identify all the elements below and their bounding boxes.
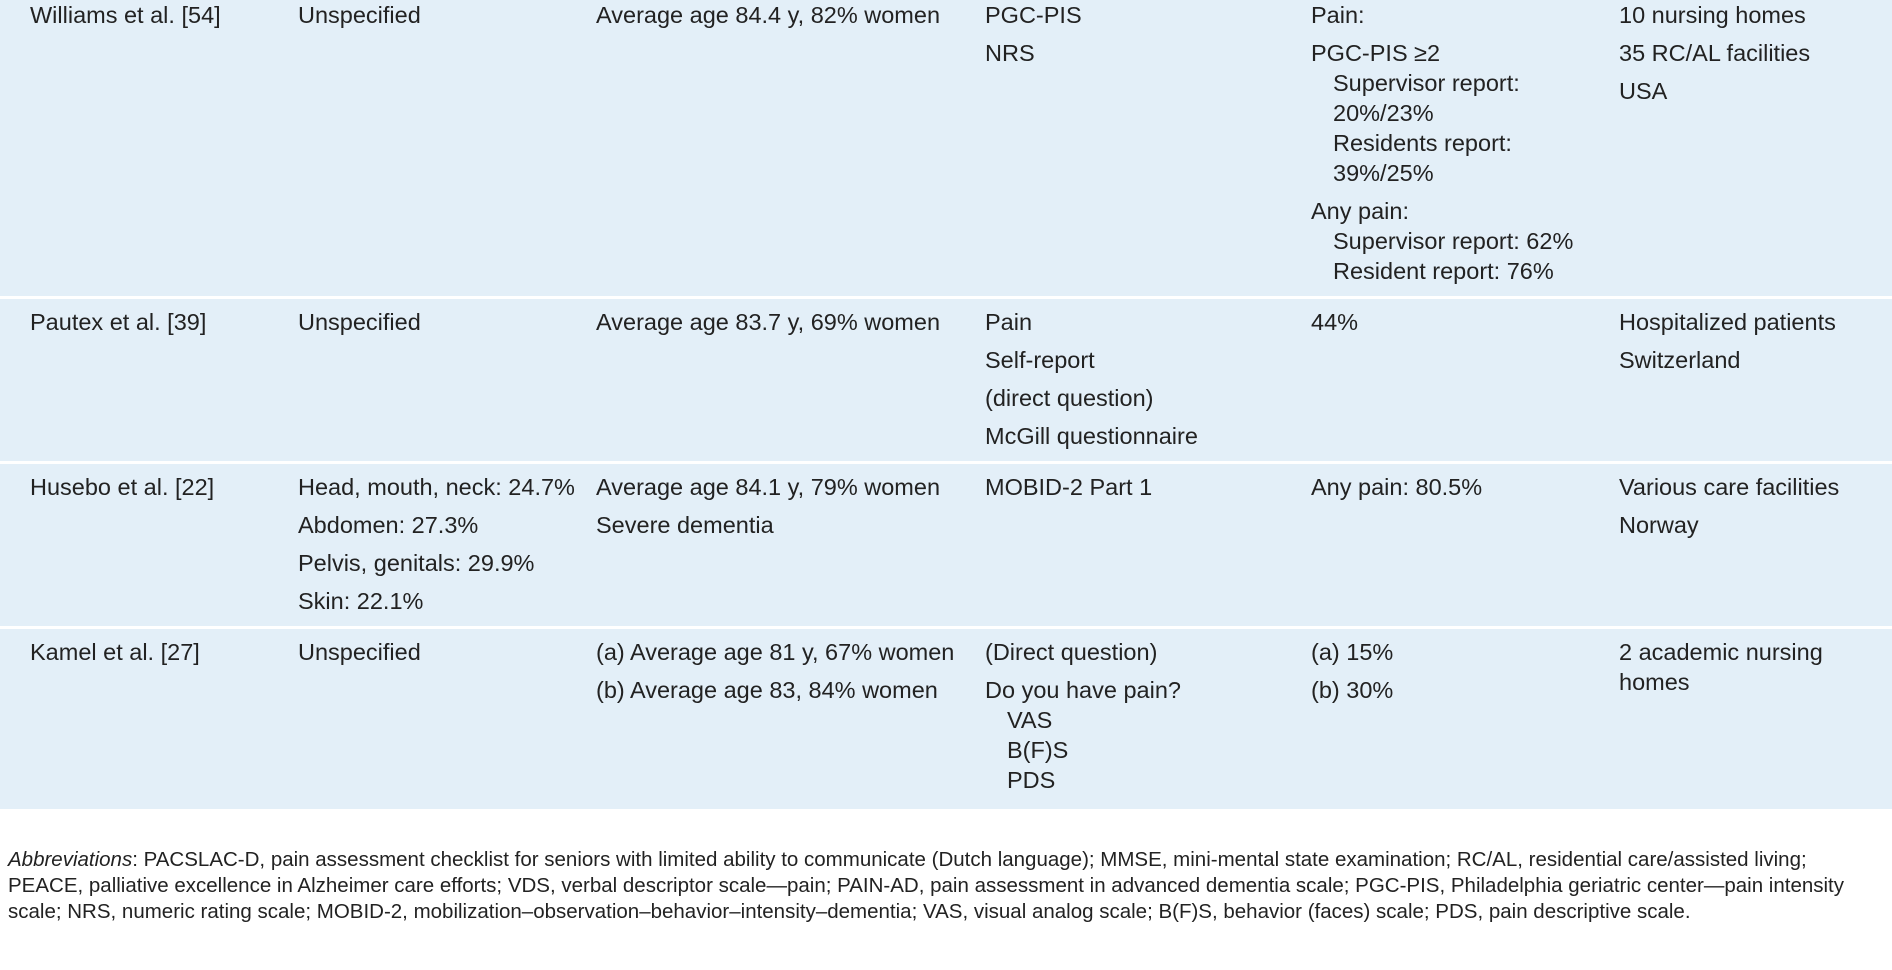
cell-assessment xyxy=(985,628,1311,810)
cell-population xyxy=(596,0,985,298)
table-row xyxy=(0,628,1892,810)
study-text: Pautex et al. [39] xyxy=(30,309,207,335)
assessment-line: Pain xyxy=(985,309,1033,335)
prevalence-line: 44% xyxy=(1311,309,1359,335)
cell-prevalence xyxy=(1311,463,1619,628)
prevalence-line: Any pain: 80.5% xyxy=(1311,474,1483,500)
table-row xyxy=(0,463,1892,628)
cell-population xyxy=(596,298,985,463)
cell-assessment xyxy=(985,463,1311,628)
assessment-line: VAS xyxy=(1007,707,1053,733)
population-line: Average age 84.4 y, 82% women xyxy=(596,2,941,28)
setting-line: Various care facilities xyxy=(1619,474,1840,500)
setting-line: 35 RC/AL facilities xyxy=(1619,40,1811,66)
cell-study xyxy=(0,298,298,463)
prevalence-line: (b) 30% xyxy=(1311,677,1394,703)
footnote-text: : PACSLAC-D, pain assessment checklist for seniors with limited ability to communicate (Dutch language); MMSE, mini-mental state examination; RC/AL, residential care/assisted living; PEACE, palliative excellence in Alzheimer care efforts; VDS, verbal descriptor scale—pain; PAIN-AD, pain assessment in advanced dementia scale; PGC-PIS, Philadelphia geriatric center—pain intensity scale; NRS, numeric rating scale; MOBID-2, mobilization–observation–behavior–intensity–dementia; VAS, visual analog scale; B(F)S, behavior (faces) scale; PDS, pain descriptive scale. xyxy=(8,848,1845,923)
cell-prevalence xyxy=(1311,0,1619,298)
cell-population xyxy=(596,628,985,810)
assessment-line: PGC-PIS xyxy=(985,2,1082,28)
cell-location xyxy=(298,628,596,810)
location-line: Unspecified xyxy=(298,2,421,28)
assessment-line: MOBID-2 Part 1 xyxy=(985,474,1153,500)
cell-setting xyxy=(1619,628,1892,810)
prevalence-line: Pain: xyxy=(1311,2,1365,28)
prevalence-line: Supervisor report: 20%/23% xyxy=(1333,70,1520,126)
cell-location xyxy=(298,463,596,628)
cell-study xyxy=(0,463,298,628)
assessment-line: Do you have pain? xyxy=(985,677,1181,703)
setting-line: Switzerland xyxy=(1619,347,1741,373)
table-row xyxy=(0,0,1892,298)
location-line: Head, mouth, neck: 24.7% xyxy=(298,474,575,500)
setting-line: 2 academic nursing homes xyxy=(1619,639,1823,695)
cell-assessment xyxy=(985,0,1311,298)
setting-line: USA xyxy=(1619,78,1668,104)
prevalence-line: Resident report: 76% xyxy=(1333,258,1554,284)
setting-line: 10 nursing homes xyxy=(1619,2,1806,28)
population-line: Average age 84.1 y, 79% women xyxy=(596,474,941,500)
location-line: Unspecified xyxy=(298,639,421,665)
location-line: Abdomen: 27.3% xyxy=(298,512,479,538)
cell-prevalence xyxy=(1311,298,1619,463)
cell-location xyxy=(298,0,596,298)
table-row xyxy=(0,298,1892,463)
abbreviations-footnote xyxy=(8,847,1868,925)
cell-setting xyxy=(1619,463,1892,628)
prevalence-line: (a) 15% xyxy=(1311,639,1394,665)
population-line: Average age 83.7 y, 69% women xyxy=(596,309,941,335)
assessment-line: (direct question) xyxy=(985,385,1154,411)
cell-location xyxy=(298,298,596,463)
cell-population xyxy=(596,463,985,628)
population-line: (a) Average age 81 y, 67% women xyxy=(596,639,955,665)
location-line: Pelvis, genitals: 29.9% xyxy=(298,550,535,576)
cell-setting xyxy=(1619,0,1892,298)
prevalence-line: PGC-PIS ≥2 xyxy=(1311,40,1441,66)
population-line: (b) Average age 83, 84% women xyxy=(596,677,938,703)
cell-prevalence xyxy=(1311,628,1619,810)
footnote-label: Abbreviations xyxy=(8,848,133,871)
assessment-line: PDS xyxy=(1007,767,1056,793)
cell-setting xyxy=(1619,298,1892,463)
assessment-line: NRS xyxy=(985,40,1035,66)
assessment-line: B(F)S xyxy=(1007,737,1069,763)
study-text: Kamel et al. [27] xyxy=(30,639,200,665)
prevalence-line: Supervisor report: 62% xyxy=(1333,228,1574,254)
cell-assessment xyxy=(985,298,1311,463)
location-line: Skin: 22.1% xyxy=(298,588,424,614)
setting-line: Hospitalized patients xyxy=(1619,309,1836,335)
cell-study xyxy=(0,628,298,810)
assessment-line: McGill questionnaire xyxy=(985,423,1198,449)
setting-line: Norway xyxy=(1619,512,1699,538)
prevalence-line: Any pain: xyxy=(1311,198,1409,224)
study-text: Williams et al. [54] xyxy=(30,2,221,28)
population-line: Severe dementia xyxy=(596,512,774,538)
assessment-line: Self-report xyxy=(985,347,1095,373)
assessment-line: (Direct question) xyxy=(985,639,1158,665)
study-text: Husebo et al. [22] xyxy=(30,474,215,500)
prevalence-line: Residents report: 39%/25% xyxy=(1333,130,1512,186)
location-line: Unspecified xyxy=(298,309,421,335)
cell-study xyxy=(0,0,298,298)
